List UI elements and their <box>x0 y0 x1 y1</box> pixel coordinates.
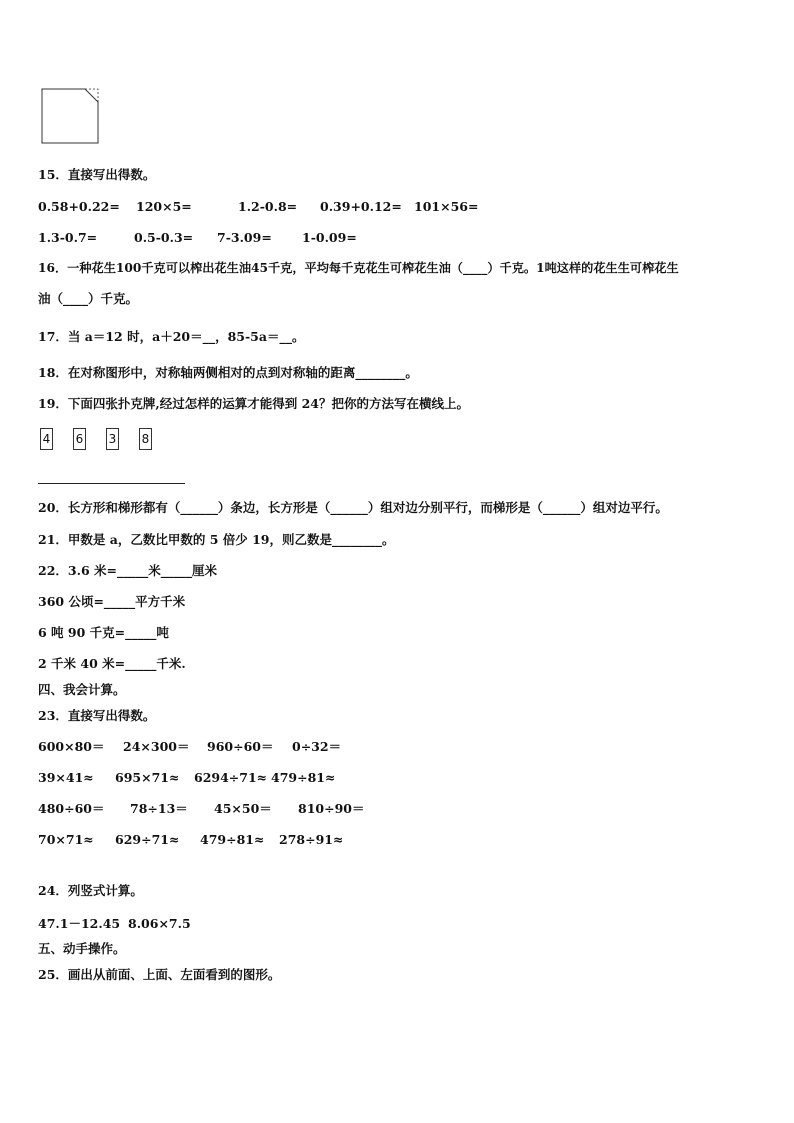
q23-item: 629÷71≈ <box>115 832 180 847</box>
q18-text: 18．在对称图形中，对称轴两侧相对的点到对称轴的距离________。 <box>38 365 418 380</box>
q23-item: 78÷13＝ <box>130 801 188 816</box>
q23-title: 23．直接写出得数。 <box>38 708 156 723</box>
q15-item: 0.5-0.3= <box>134 230 194 245</box>
answer-line <box>38 483 185 484</box>
q24-title: 24．列竖式计算。 <box>38 883 143 898</box>
q22-line-4: 2 千米 40 米=_____千米. <box>38 656 186 671</box>
section-4-heading: 四、我会计算。 <box>38 682 126 697</box>
q22-line-2: 360 公顷=_____平方千米 <box>38 594 186 609</box>
q15-row-2 <box>38 230 357 246</box>
q23-item: 480÷60＝ <box>38 801 105 816</box>
q23-item: 24×300＝ <box>123 739 190 754</box>
q15-item: 101×56= <box>414 199 479 214</box>
q23-item: 70×71≈ <box>38 832 94 847</box>
q23-row <box>38 739 341 755</box>
q19-text: 19．下面四张扑克牌,经过怎样的运算才能得到 24？把你的方法写在横线上。 <box>38 396 469 411</box>
poker-card: 8 <box>139 428 152 450</box>
q23-item: 6294÷71≈ <box>194 770 268 785</box>
q24-items <box>38 916 191 932</box>
q23-item: 695×71≈ <box>115 770 180 785</box>
q16-line-2: 油（____）千克。 <box>38 291 139 306</box>
q23-item: 479÷81≈ <box>200 832 265 847</box>
q22-line-1: 22．3.6 米=_____米_____厘米 <box>38 563 217 578</box>
q15-item: 7-3.09= <box>217 230 272 245</box>
q23-item: 278÷91≈ <box>279 832 344 847</box>
q24-item: 8.06×7.5 <box>128 916 191 931</box>
q15-item: 1-0.09= <box>302 230 357 245</box>
poker-card: 4 <box>40 428 53 450</box>
q23-row <box>38 770 335 786</box>
q20-text: 20．长方形和梯形都有（______）条边，长方形是（______）组对边分别平行，而梯形是（______）组对边平行。 <box>38 500 668 515</box>
q15-item: 0.58+0.22= <box>38 199 120 214</box>
poker-card: 6 <box>73 428 86 450</box>
q21-text: 21．甲数是 a，乙数比甲数的 5 倍少 19，则乙数是________。 <box>38 532 395 547</box>
q23-item: 479÷81≈ <box>271 770 336 785</box>
section-5-heading: 五、动手操作。 <box>38 941 126 956</box>
q23-item: 810÷90＝ <box>298 801 365 816</box>
q15-row-1 <box>38 199 478 215</box>
q23-item: 600×80＝ <box>38 739 105 754</box>
q25-text: 25．画出从前面、上面、左面看到的图形。 <box>38 967 281 982</box>
q17-text: 17．当 a＝12 时，a＋20＝__，85-5a＝__。 <box>38 329 305 344</box>
q24-item: 47.1－12.45 <box>38 916 121 931</box>
q23-row <box>38 801 364 817</box>
q15-item: 120×5= <box>136 199 192 214</box>
q23-item: 45×50＝ <box>214 801 272 816</box>
q16-line-1: 16．一种花生100千克可以榨出花生油45千克，平均每千克花生可榨花生油（____）千克。1吨这样的花生生可榨花生 <box>38 261 679 275</box>
q15-title: 15．直接写出得数。 <box>38 167 156 182</box>
q23-row <box>38 832 343 848</box>
q23-item: 0÷32＝ <box>292 739 342 754</box>
q15-item: 0.39+0.12= <box>320 199 402 214</box>
q15-item: 1.2-0.8= <box>238 199 298 214</box>
q15-item: 1.3-0.7= <box>38 230 98 245</box>
q23-item: 39×41≈ <box>38 770 94 785</box>
poker-card: 3 <box>106 428 119 450</box>
q22-line-3: 6 吨 90 千克=_____吨 <box>38 625 169 640</box>
folded-square-figure <box>40 87 100 145</box>
q23-item: 960÷60＝ <box>207 739 274 754</box>
